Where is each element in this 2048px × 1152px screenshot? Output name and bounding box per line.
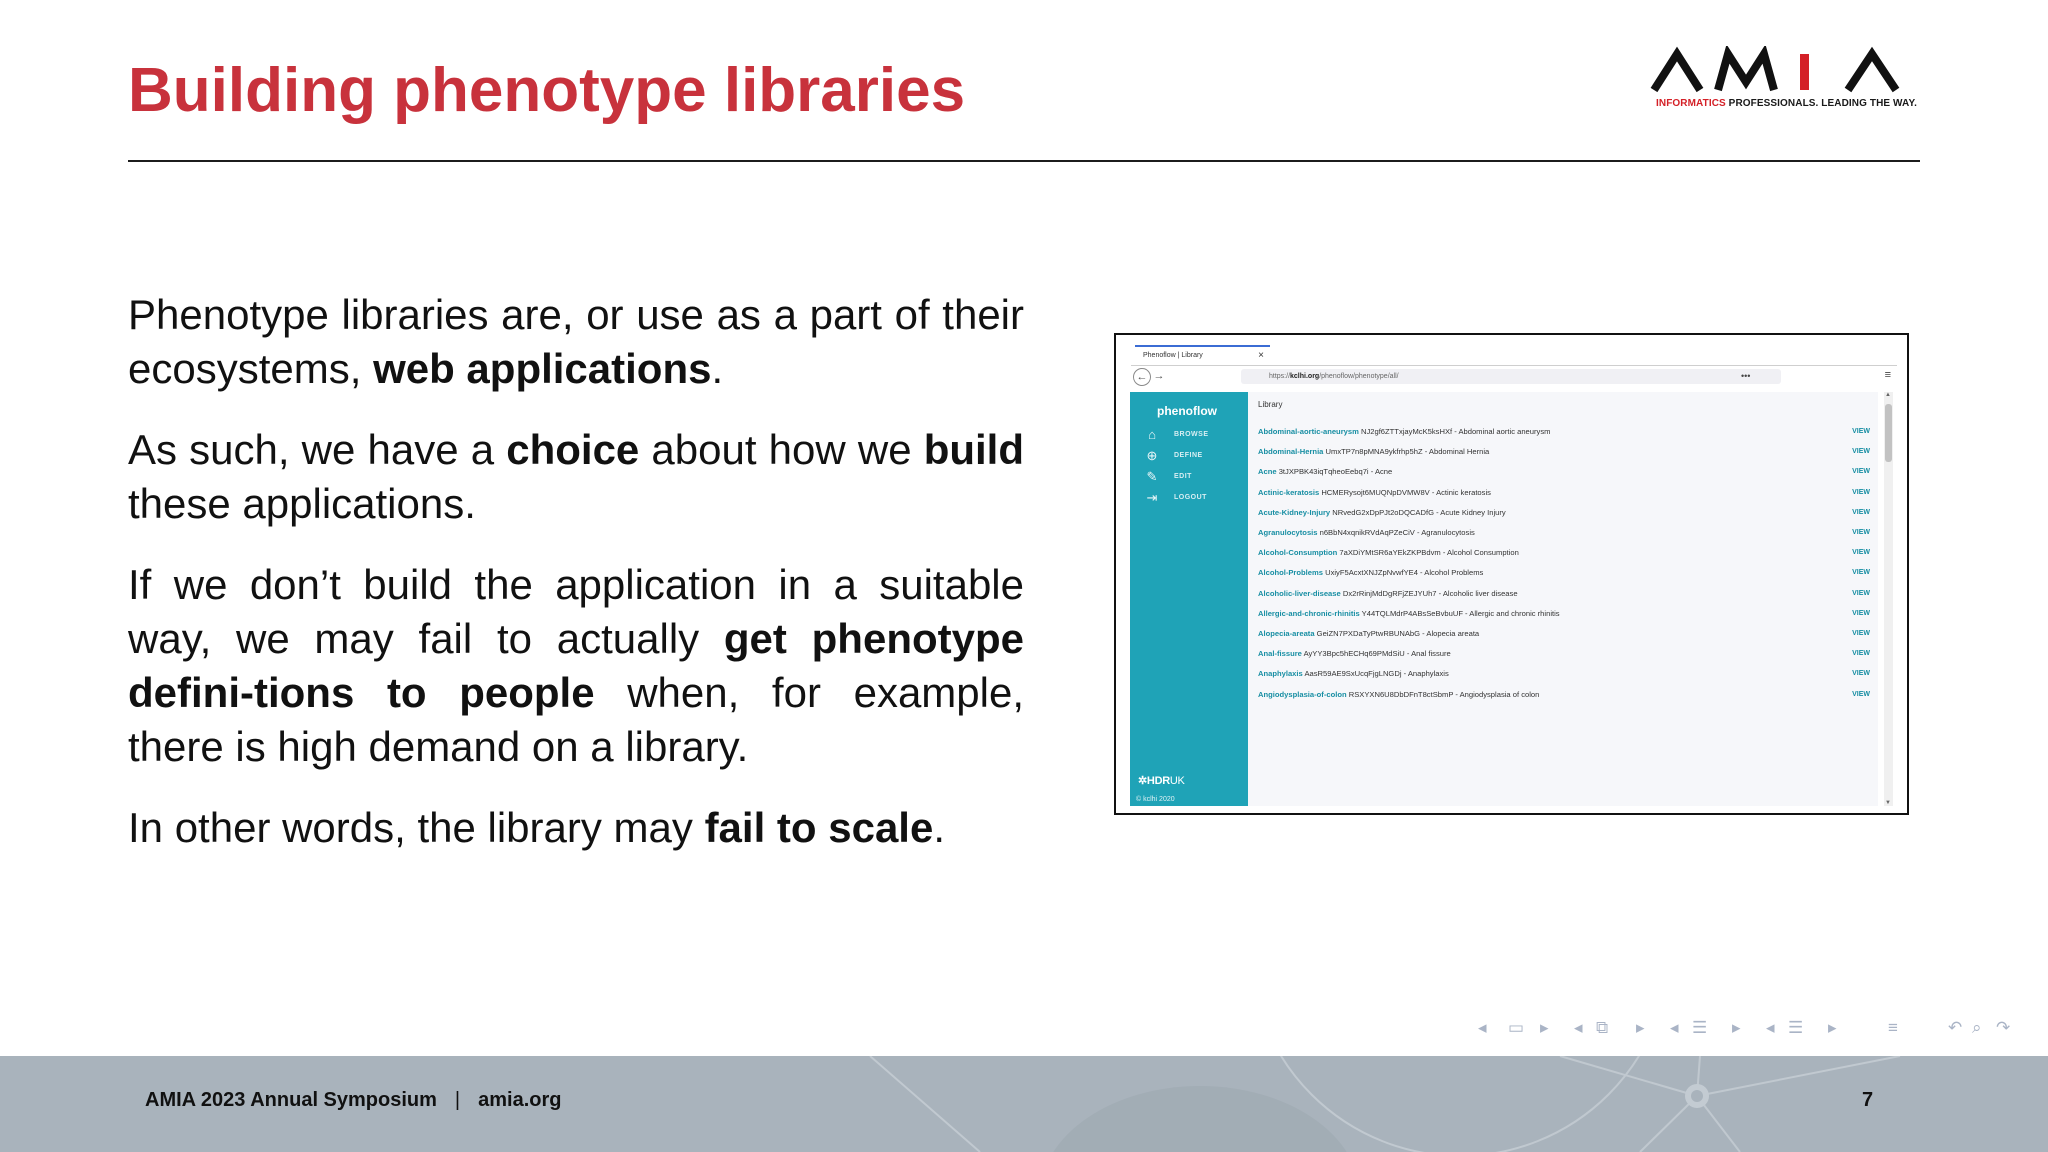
browser-url-bar bbox=[1131, 367, 1897, 387]
library-row bbox=[1258, 546, 1870, 560]
phenotype-description: NJ2gf6ZTTxjayMcK5ksHXf - Abdominal aortic aneurysm bbox=[1358, 427, 1551, 436]
phenotype-description: 3tJXPBK43iqTqheoEebq7i - Acne bbox=[1276, 467, 1393, 477]
nav-prev-icon[interactable]: ◂ bbox=[1766, 1018, 1775, 1037]
phenotype-link[interactable]: Alcoholic-liver-disease bbox=[1258, 588, 1341, 598]
scroll-up-icon: ▲ bbox=[1885, 392, 1891, 398]
search-icon[interactable]: ⌕ bbox=[1972, 1018, 1982, 1037]
browser-tab: Phenoflow | Library × bbox=[1135, 345, 1270, 364]
library-row bbox=[1258, 425, 1870, 439]
nav-next-icon[interactable]: ▸ bbox=[1540, 1018, 1549, 1037]
phenotype-link[interactable]: Actinic-keratosis bbox=[1258, 487, 1320, 497]
library-row bbox=[1258, 667, 1870, 681]
phenotype-link[interactable]: Abdominal-aortic-aneurysm bbox=[1258, 427, 1359, 436]
align-icon[interactable]: ≡ bbox=[1888, 1018, 1898, 1037]
view-button[interactable]: VIEW bbox=[1852, 690, 1870, 698]
slide-title: Building phenotype libraries bbox=[128, 56, 966, 125]
library-row bbox=[1258, 587, 1870, 601]
library-heading: Library bbox=[1258, 400, 1283, 409]
sidebar-item-define: ⊕ DEFINE bbox=[1144, 448, 1244, 468]
phenotype-link[interactable]: Allergic-and-chronic-rhinitis bbox=[1258, 608, 1360, 618]
phenotype-description: UxiyF5AcxtXNJZpNvwfYE4 - Alcohol Problems bbox=[1322, 568, 1484, 578]
scroll-thumb bbox=[1885, 404, 1892, 462]
library-row bbox=[1258, 465, 1870, 479]
view-button[interactable]: VIEW bbox=[1852, 589, 1870, 597]
library-row bbox=[1258, 526, 1870, 540]
footer-link[interactable]: amia.org bbox=[478, 1089, 562, 1111]
footer-text: AMIA 2023 Annual Symposium | amia.org bbox=[145, 1089, 562, 1111]
slide-body bbox=[128, 288, 1024, 882]
phenotype-description: GeiZN7PXDaTyPtwRBUNAbG - Alopecia areata bbox=[1314, 629, 1480, 638]
library-row bbox=[1258, 445, 1870, 459]
scroll-down-icon: ▼ bbox=[1885, 800, 1891, 806]
phenotype-link[interactable]: Alopecia-areata bbox=[1258, 629, 1315, 638]
phenotype-link[interactable]: Abdominal-Hernia bbox=[1258, 447, 1324, 457]
phenoflow-brand: phenoflow bbox=[1157, 404, 1217, 418]
view-button[interactable]: VIEW bbox=[1852, 569, 1870, 577]
view-button[interactable]: VIEW bbox=[1852, 630, 1870, 637]
phenotype-description: AasR59AE9SxUcqFjgLNGDj - Anaphylaxis bbox=[1302, 669, 1449, 679]
phenotype-link[interactable]: Alcohol-Problems bbox=[1258, 568, 1323, 578]
phenotype-link[interactable]: Acute-Kidney-Injury bbox=[1258, 507, 1331, 517]
section-icon[interactable]: ☰ bbox=[1692, 1018, 1708, 1037]
undo-icon[interactable]: ↶ bbox=[1948, 1018, 1963, 1037]
more-icon: ••• bbox=[1741, 371, 1751, 381]
library-row bbox=[1258, 566, 1870, 580]
nav-prev-icon[interactable]: ◂ bbox=[1670, 1018, 1679, 1037]
sidebar-item-edit: ✎ EDIT bbox=[1144, 469, 1244, 489]
library-row bbox=[1258, 688, 1870, 702]
view-button[interactable]: VIEW bbox=[1852, 488, 1870, 496]
phenotype-description: Y44TQLMdrP4ABsSeBvbuUF - Allergic and chronic rhinitis bbox=[1359, 608, 1560, 618]
phenotype-link[interactable]: Anal-fissure bbox=[1258, 649, 1302, 659]
url-field: https://kclhi.org/phenoflow/phenotype/all/ bbox=[1241, 369, 1781, 384]
library-row bbox=[1258, 506, 1870, 520]
browser-tab-bar bbox=[1131, 345, 1897, 366]
paragraph-2: As such, we have a choice about how we build these applications. bbox=[128, 426, 1025, 527]
phenotype-description: HCMERysojt6MUQNpDVMW8V - Actinic keratosis bbox=[1319, 487, 1491, 497]
phenoflow-sidebar bbox=[1130, 392, 1248, 806]
nav-prev-icon[interactable]: ◂ bbox=[1478, 1018, 1487, 1037]
view-button[interactable]: VIEW bbox=[1852, 549, 1870, 557]
hdruk-logo: ✲HDRUK bbox=[1138, 775, 1185, 787]
phenotype-description: AyYY3Bpc5hECHq69PMdSiU - Anal fissure bbox=[1301, 649, 1451, 659]
frame-icon[interactable]: ▭ bbox=[1508, 1018, 1525, 1037]
home-icon: ⌂ bbox=[1148, 427, 1156, 442]
nav-next-icon[interactable]: ▸ bbox=[1732, 1018, 1741, 1037]
amia-wordmark-icon bbox=[1650, 46, 1910, 96]
menu-icon: ≡ bbox=[1884, 369, 1891, 381]
logout-icon: ⇥ bbox=[1146, 490, 1158, 505]
phenotype-link[interactable]: Angiodysplasia-of-colon bbox=[1258, 689, 1347, 699]
document-icon[interactable]: ☰ bbox=[1788, 1018, 1804, 1037]
phenotype-description: UmxTP7n8pMNA9ykfrhp5hZ - Abdominal Hernia bbox=[1323, 447, 1490, 457]
phenotype-link[interactable]: Anaphylaxis bbox=[1258, 669, 1303, 679]
amia-tagline: INFORMATICS PROFESSIONALS. LEADING THE WAY. bbox=[1656, 98, 1917, 109]
pencil-icon: ✎ bbox=[1146, 469, 1158, 484]
nav-next-icon[interactable]: ▸ bbox=[1636, 1018, 1645, 1037]
library-content bbox=[1248, 392, 1878, 806]
phenotype-description: 7aXDiYMtSR6aYEkZKPBdvm - Alcohol Consumption bbox=[1337, 548, 1519, 558]
phenotype-description: NRvedG2xDpPJt2oDQCADfG - Acute Kidney Injury bbox=[1330, 507, 1506, 517]
view-button[interactable]: VIEW bbox=[1852, 508, 1870, 516]
beamer-navigation bbox=[1478, 1016, 2038, 1040]
library-row bbox=[1258, 607, 1870, 621]
sidebar-item-logout: ⇥ LOGOUT bbox=[1144, 490, 1244, 510]
phenotype-description: Dx2rRinjMdDgRFjZEJYUh7 - Alcoholic liver disease bbox=[1340, 588, 1518, 598]
copyright: © kclhi 2020 bbox=[1136, 796, 1175, 803]
nav-prev-icon[interactable]: ◂ bbox=[1574, 1018, 1583, 1037]
library-row bbox=[1258, 627, 1870, 641]
view-button[interactable]: VIEW bbox=[1852, 650, 1870, 658]
phenotype-link[interactable]: Alcohol-Consumption bbox=[1258, 548, 1338, 558]
nav-next-icon[interactable]: ▸ bbox=[1828, 1018, 1837, 1037]
view-button[interactable]: VIEW bbox=[1852, 529, 1870, 536]
phenotype-description: n6BbN4xqnikRVdAqPZeCiV - Agranulocytosis bbox=[1317, 528, 1475, 537]
amia-logo bbox=[1650, 46, 1917, 116]
phenotype-description: RSXYXN6U8DbDFnT8ctSbmP - Angiodysplasia of colon bbox=[1346, 689, 1540, 699]
phenoflow-screenshot bbox=[1114, 333, 1909, 815]
library-row bbox=[1258, 486, 1870, 500]
close-icon: × bbox=[1258, 350, 1264, 361]
view-button[interactable]: VIEW bbox=[1852, 428, 1870, 435]
subsection-icon[interactable]: ⧉ bbox=[1596, 1018, 1609, 1037]
paragraph-4: In other words, the library may fail to scale. bbox=[128, 804, 945, 851]
page-number: 7 bbox=[1862, 1089, 1874, 1111]
paragraph-1: Phenotype libraries are, or use as a part of their ecosystems, web applications. bbox=[128, 291, 1024, 392]
view-button[interactable]: VIEW bbox=[1852, 448, 1870, 456]
library-row bbox=[1258, 647, 1870, 661]
scrollbar bbox=[1884, 392, 1893, 806]
phenotype-link[interactable]: Acne bbox=[1258, 467, 1277, 477]
paragraph-3: If we don’t build the application in a suitable way, we may fail to actually get phenotype defini-tions to people when, for example, there is high demand on a library. bbox=[128, 561, 1024, 770]
plus-circle-icon: ⊕ bbox=[1146, 448, 1158, 463]
view-button[interactable]: VIEW bbox=[1852, 468, 1870, 476]
redo-icon[interactable]: ↷ bbox=[1996, 1018, 2011, 1037]
view-button[interactable]: VIEW bbox=[1852, 670, 1870, 678]
phenotype-link[interactable]: Agranulocytosis bbox=[1258, 528, 1318, 537]
sidebar-item-browse: ⌂ BROWSE bbox=[1144, 427, 1244, 447]
forward-arrow-icon: → bbox=[1153, 370, 1165, 382]
view-button[interactable]: VIEW bbox=[1852, 609, 1870, 617]
back-arrow-icon: ← bbox=[1133, 368, 1151, 386]
title-divider bbox=[128, 160, 1920, 162]
